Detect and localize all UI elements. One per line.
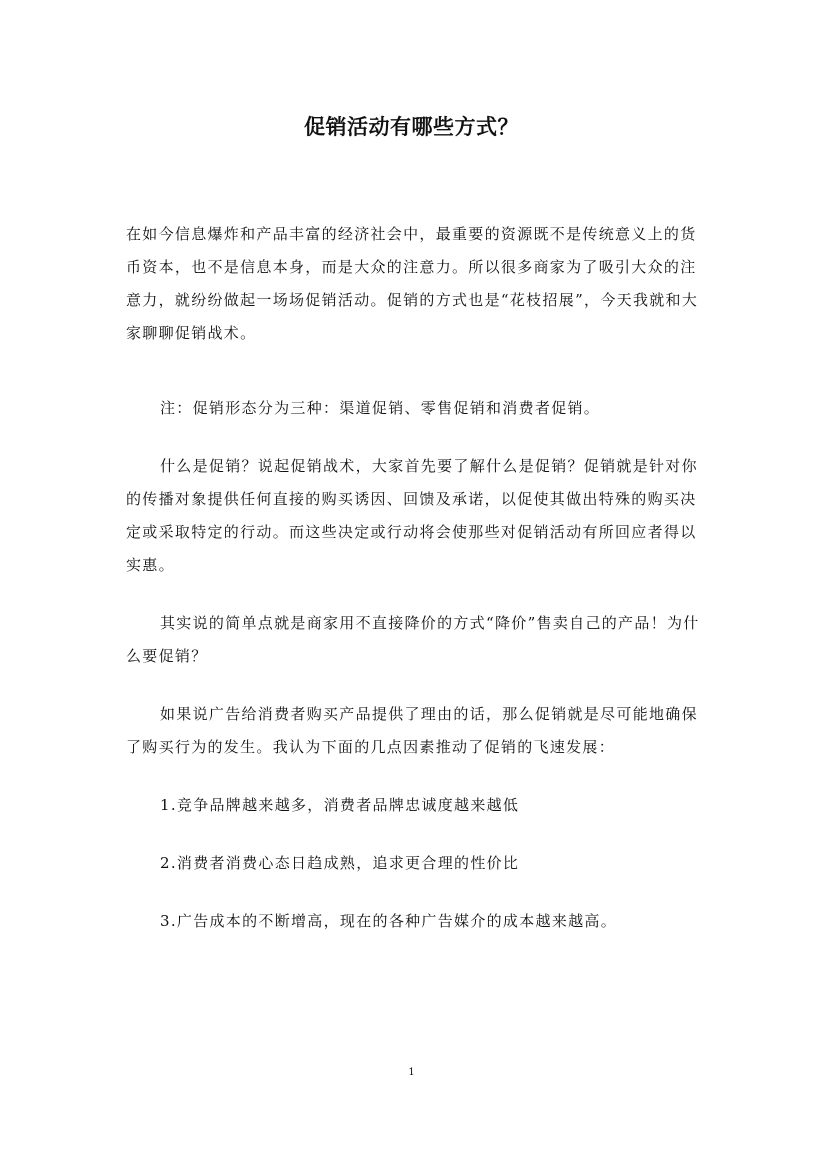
document-title: 促销活动有哪些方式？ [304, 114, 519, 139]
page-number: 1 [408, 1067, 415, 1078]
list-item: 3.广告成本的不断增高，现在的各种广告媒介的成本越来越高。 [160, 912, 618, 930]
paragraph-note: 注：促销形态分为三种：渠道促销、零售促销和消费者促销。 [160, 399, 601, 417]
paragraph-intro: 在如今信息爆炸和产品丰富的经济社会中，最重要的资源既不是传统意义上的货币资本，也不是信息本身，而是大众的注意力。所以很多商家为了吸引大众的注意力，就纷纷做起一场场促销活动。促销的方式也是“花枝招展”，今天我就和大家聊聊促销战术。 [126, 225, 699, 342]
document-body [126, 218, 700, 938]
paragraph-what-is: 什么是促销？说起促销战术，大家首先要了解什么是促销？促销就是针对你的传播对象提供任何直接的购买诱因、回馈及承诺，以促使其做出特殊的购买决定或采取特定的行动。而这些决定或行动将会使那些对促销活动有所回应者得以实惠。 [126, 457, 698, 574]
paragraph-simple: 其实说的简单点就是商家用不直接降价的方式“降价”售卖自己的产品！为什么要促销？ [126, 614, 700, 665]
list-item: 1.竞争品牌越来越多，消费者品牌忠诚度越来越低 [160, 796, 520, 814]
paragraph-why: 如果说广告给消费者购买产品提供了理由的话，那么促销就是尽可能地确保了购买行为的发生。我认为下面的几点因素推动了促销的飞速发展： [126, 705, 698, 756]
list-item: 2.消费者消费心态日趋成熟，追求更合理的性价比 [160, 854, 520, 872]
